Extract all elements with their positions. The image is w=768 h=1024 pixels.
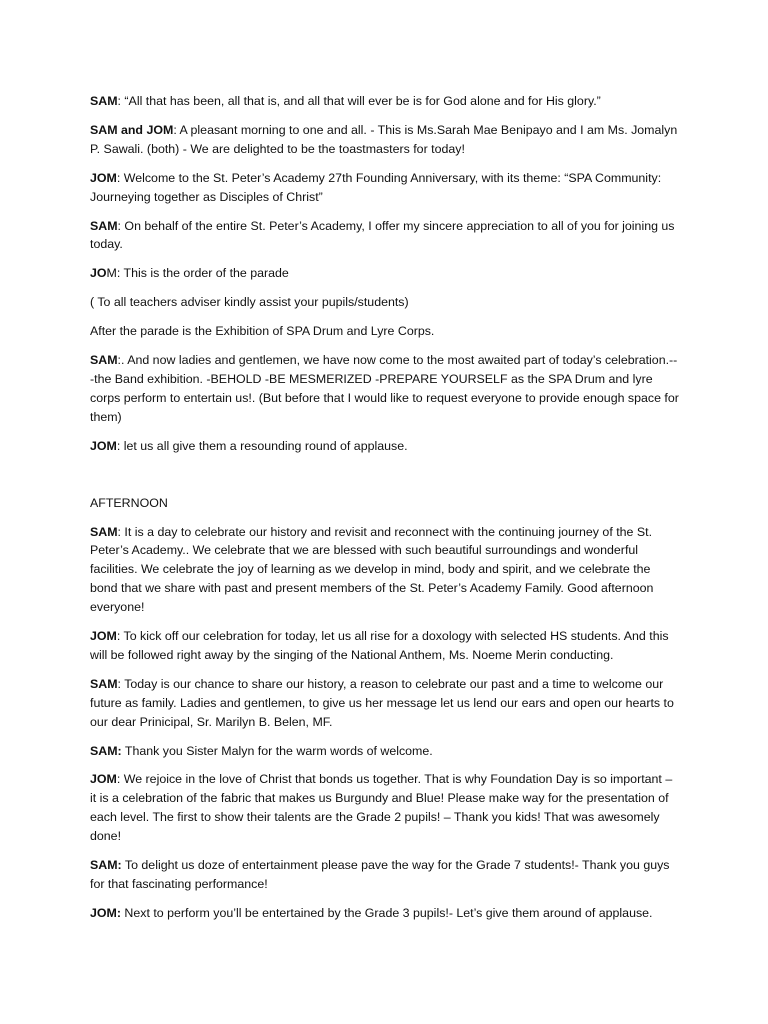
line-text: : Today is our chance to share our history, a reason to celebrate our past and a time to welcome our future as family. Ladies and gentlemen, to give us her message let us lend our ears and open our hearts to our dear Prinicipal, Sr. Marilyn B. Belen, MF.	[90, 676, 674, 729]
script-line-3	[90, 169, 680, 207]
line-text: : It is a day to celebrate our history and revisit and reconnect with the continuing journey of the St. Peter’s Academy.. We celebrate that we are blessed with such beautiful surroundings and wonderful facilities. We celebrate the joy of learning as we develop in mind, body and spirit, and we celebrate the bond that we share with past and present members of the St. Peter’s Academy Family. Good afternoon everyone!	[90, 524, 654, 615]
script-line-9	[90, 437, 680, 456]
script-line-1	[90, 92, 680, 111]
script-line-13	[90, 742, 680, 761]
line-text: Next to perform you’ll be entertained by the Grade 3 pupils!- Let’s give them around of applause.	[120, 905, 653, 920]
speaker-label: SAM	[90, 94, 118, 108]
script-line-16	[90, 904, 680, 923]
line-text: M: This is the order of the parade	[106, 266, 289, 281]
line-text: : A pleasant morning to one and all. - This is Ms.Sarah Mae Benipayo and I am Ms. Jomalyn P. Sawali. (both) - We are delighted to be the toastmasters for today!	[90, 122, 678, 156]
speaker-label: JOM	[90, 629, 117, 644]
script-line-2	[90, 121, 680, 159]
line-text: : We rejoice in the love of Christ that bonds us together. That is why Foundation Day is so important – it is a celebration of the fabric that makes us Burgundy and Blue! Please make way for the presentation of each level. The first to show their talents are the Grade 2 pupils! – Thank you kids! That was awesomely done!	[90, 772, 673, 844]
line-text: Thank you Sister Malyn for the warm words of welcome.	[121, 743, 433, 758]
script-line-14	[90, 770, 680, 846]
script-line-15	[90, 856, 680, 894]
speaker-label: SAM:	[90, 743, 122, 758]
line-text: ( To all teachers adviser kindly assist your pupils/students)	[90, 295, 409, 310]
line-text: : let us all give them a resounding round of applause.	[116, 438, 408, 453]
speaker-label: SAM	[90, 218, 118, 233]
afternoon-heading: AFTERNOON	[90, 495, 168, 510]
script-line-8	[90, 351, 680, 427]
line-text: : Welcome to the St. Peter’s Academy 27th Founding Anniversary, with its theme: “SPA Community: Journeying together as Disciples of Christ”	[90, 170, 662, 204]
script-line-4	[90, 217, 680, 255]
script-line-7	[90, 322, 680, 341]
line-text: After the parade is the Exhibition of SPA Drum and Lyre Corps.	[90, 324, 435, 339]
line-text: : To kick off our celebration for today, let us all rise for a doxology with selected HS students. And this will be followed right away by the singing of the National Anthem, Ms. Noeme Merin conducting.	[90, 629, 669, 662]
speaker-label: SAM and JOM	[90, 122, 174, 137]
script-line-11	[90, 627, 680, 665]
line-text: : On behalf of the entire St. Peter’s Academy, I offer my sincere appreciation to all of you for joining us today.	[90, 218, 675, 252]
speaker-label: JO	[90, 266, 107, 281]
speaker-label: JOM	[90, 438, 117, 453]
script-line-5	[90, 264, 680, 283]
script-line-12	[90, 675, 680, 732]
speaker-label: JOM	[90, 170, 117, 185]
speaker-label: SAM:	[90, 858, 122, 873]
line-text: :. And now ladies and gentlemen, we have now come to the most awaited part of today’s celebration.---the Band exhibition. -BEHOLD -BE MESMERIZED -PREPARE YOURSELF as the SPA Drum and lyre corps perform to entertain us!. (But before that I would like to request everyone to provide enough space for them)	[90, 353, 679, 424]
speaker-label: SAM	[90, 524, 118, 539]
speaker-label: SAM	[90, 676, 118, 691]
speaker-label: SAM	[90, 353, 118, 368]
speaker-label: JOM:	[90, 905, 121, 920]
line-text: To delight us doze of entertainment please pave the way for the Grade 7 students!- Thank you guys for that fascinating performance!	[90, 858, 670, 891]
line-text: : “All that has been, all that is, and all that will ever be is for God alone and for His glory.”	[117, 94, 601, 108]
script-line-6	[90, 293, 680, 312]
script-line-10	[90, 523, 680, 618]
speaker-label: JOM	[90, 772, 117, 787]
